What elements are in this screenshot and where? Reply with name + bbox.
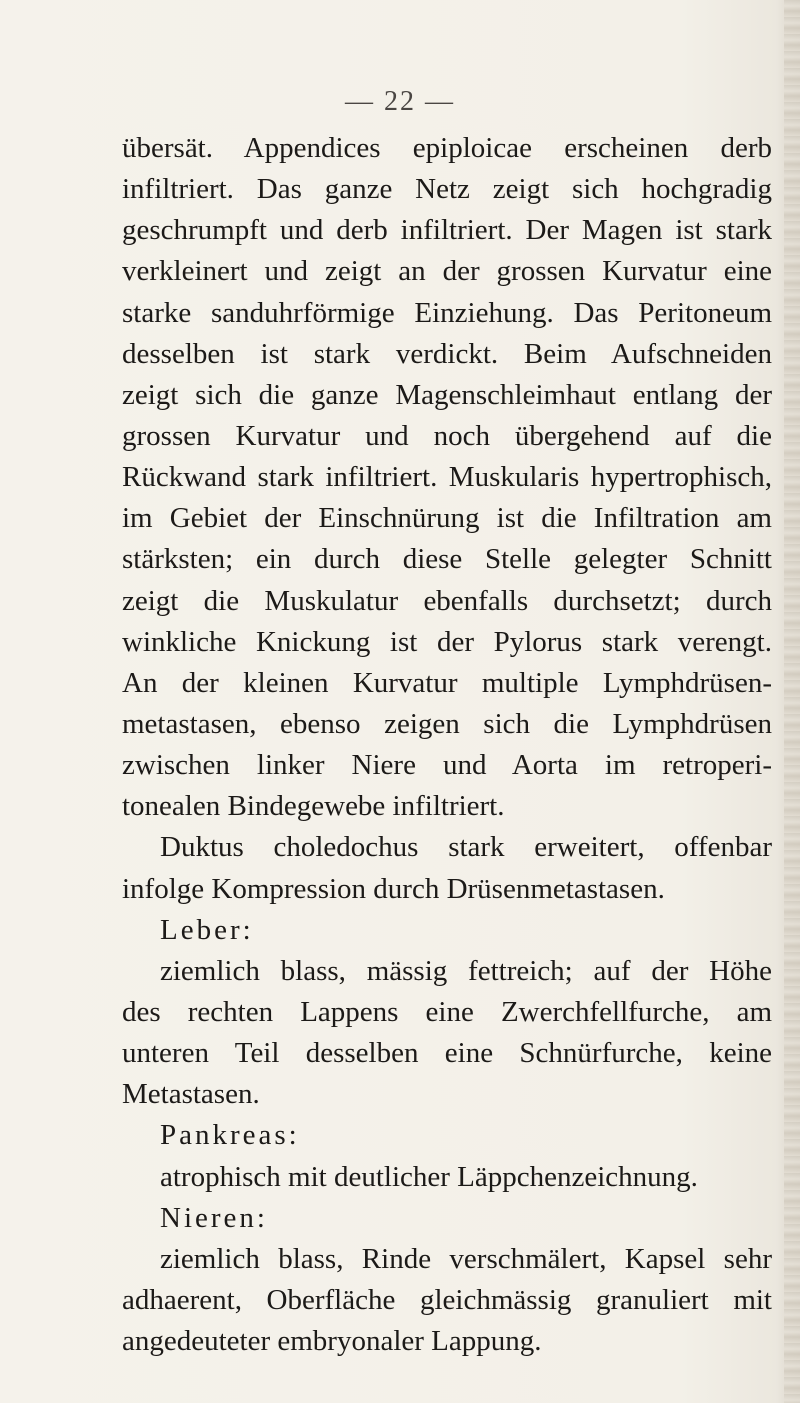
- text-line: angedeuteter embryonaler Lappung.: [122, 1325, 542, 1358]
- text-line: zeigt sich die ganze Magenschleimhaut entlang der: [122, 378, 772, 411]
- text-line: übersät. Appendices epiploicae erscheinen derb: [122, 132, 772, 164]
- text-line: Metastasen.: [122, 1078, 260, 1111]
- text-line: An der kleinen Kurvatur multiple Lymphdrüsen-: [122, 666, 772, 699]
- text-line: infolge Kompression durch Drüsenmetastasen.: [122, 872, 665, 905]
- text-line: Duktus choledochus stark erweitert, offenbar: [160, 831, 772, 864]
- text-line: ziemlich blass, Rinde verschmälert, Kapsel sehr: [160, 1242, 772, 1275]
- text-line: atrophisch mit deutlicher Läppchenzeichnung.: [160, 1160, 698, 1193]
- text-line: Leber:: [160, 913, 254, 946]
- text-line: metastasen, ebenso zeigen sich die Lymphdrüsen: [122, 707, 772, 740]
- text-line: stärksten; ein durch diese Stelle gelegter Schnitt: [122, 543, 772, 576]
- page-edge-shadow: [784, 0, 800, 1403]
- text-line: Pankreas:: [160, 1119, 300, 1152]
- text-line: starke sanduhrförmige Einziehung. Das Peritoneum: [122, 296, 772, 329]
- text-line: unteren Teil desselben eine Schnürfurche, keine: [122, 1037, 772, 1070]
- text-line: desselben ist stark verdickt. Beim Aufschneiden: [122, 337, 772, 370]
- text-line: zwischen linker Niere und Aorta im retroperi-: [122, 749, 772, 782]
- text-line: tonealen Bindegewebe infiltriert.: [122, 790, 505, 823]
- text-line: des rechten Lappens eine Zwerchfellfurche, am: [122, 995, 772, 1028]
- text-line: Rückwand stark infiltriert. Muskularis hypertrophisch,: [122, 461, 772, 494]
- text-line: ziemlich blass, mässig fettreich; auf der Höhe: [160, 954, 772, 987]
- text-line: adhaerent, Oberfläche gleichmässig granuliert mit: [122, 1283, 772, 1316]
- text-line: winkliche Knickung ist der Pylorus stark verengt.: [122, 625, 772, 658]
- text-line: verkleinert und zeigt an der grossen Kurvatur eine: [122, 255, 772, 288]
- text-line: Nieren:: [160, 1201, 268, 1234]
- text-line: im Gebiet der Einschnürung ist die Infiltration am: [122, 502, 772, 535]
- text-line: geschrumpft und derb infiltriert. Der Magen ist stark: [122, 214, 772, 247]
- body-text: [122, 128, 772, 1362]
- text-line: infiltriert. Das ganze Netz zeigt sich hochgradig: [122, 173, 772, 206]
- text-line: grossen Kurvatur und noch übergehend auf die: [122, 419, 772, 452]
- text-line: zeigt die Muskulatur ebenfalls durchsetzt; durch: [122, 584, 772, 617]
- page-number: — 22 —: [345, 86, 455, 117]
